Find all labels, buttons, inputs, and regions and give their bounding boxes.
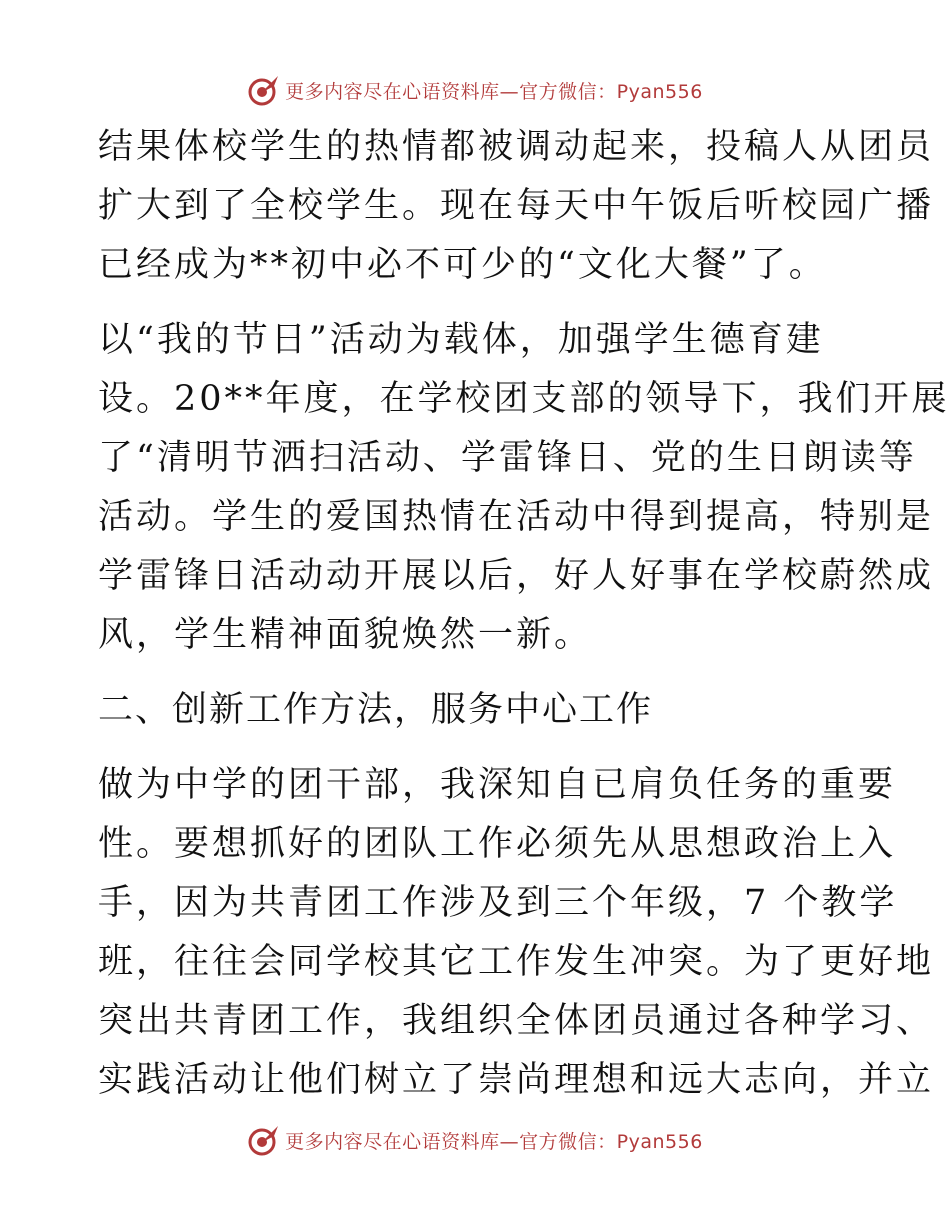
section-heading	[98, 681, 858, 740]
text-line: 结果体校学生的热情都被调动起来，投稿人从团员	[98, 127, 935, 167]
paragraph	[98, 311, 950, 665]
text-line: 做为中学的团干部，我深知自已肩负任务的重要	[98, 765, 897, 805]
text-line: 活动。学生的爱国热情在活动中得到提高，特别是	[98, 497, 935, 537]
text-line: 学雷锋日活动动开展以后，好人好事在学校蔚然成	[98, 556, 935, 596]
paragraph	[98, 118, 935, 295]
watermark-text: 更多内容尽在心语资料库—官方微信：Pyan556	[285, 1130, 703, 1153]
heading-text: 二、创新工作方法，服务中心工作	[98, 690, 654, 730]
quill-logo-icon	[247, 1123, 281, 1157]
text-line: 实践活动让他们树立了崇尚理想和远大志向，并立	[98, 1060, 935, 1100]
footer-watermark	[0, 1120, 950, 1160]
paragraph	[98, 756, 935, 1110]
watermark-text: 更多内容尽在心语资料库—官方微信：Pyan556	[285, 80, 703, 103]
text-line: 班，往往会同学校其它工作发生冲突。为了更好地	[98, 942, 935, 982]
text-line: 设。20**年度，在学校团支部的领导下，我们开展	[98, 379, 950, 419]
text-line: 以“我的节日”活动为载体，加强学生德育建	[98, 320, 824, 360]
text-line: 手，因为共青团工作涉及到三个年级，7 个教学	[98, 883, 898, 923]
document-body	[98, 118, 950, 1126]
header-watermark	[0, 70, 950, 110]
text-line: 突出共青团工作，我组织全体团员通过各种学习、	[98, 1001, 935, 1041]
quill-logo-icon	[247, 73, 281, 107]
text-line: 风，学生精神面貌焕然一新。	[98, 615, 593, 655]
text-line: 扩大到了全校学生。现在每天中午饭后听校园广播	[98, 186, 935, 226]
text-line: 性。要想抓好的团队工作必须先从思想政治上入	[98, 824, 897, 864]
text-line: 已经成为**初中必不可少的“文化大餐”了。	[98, 245, 827, 285]
text-line: 了“清明节洒扫活动、学雷锋日、党的生日朗读等	[98, 438, 917, 478]
